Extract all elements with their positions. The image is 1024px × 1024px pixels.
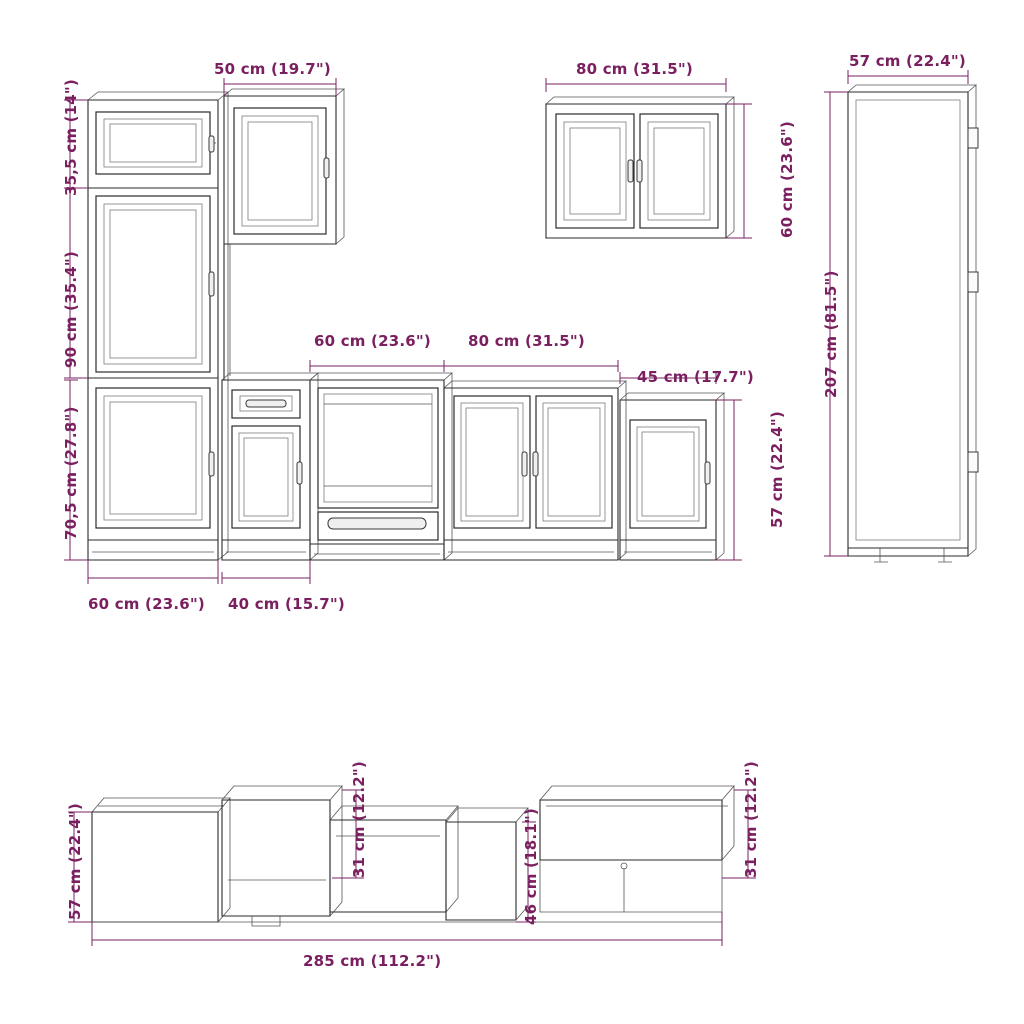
dim-label-upper-tall-height: 90 cm (35.4") (62, 251, 80, 368)
dim-label-top-right-width: 80 cm (31.5") (576, 60, 693, 78)
dim-label-upper-small-height: 35,5 cm (14") (62, 79, 80, 196)
dim-label-bottom-mid-width: 40 cm (15.7") (228, 595, 345, 613)
wall-unit-80 (546, 97, 734, 238)
base-unit-40 (222, 373, 318, 560)
tall-unit-207 (848, 85, 978, 562)
dim-label-tall-unit-depth: 57 cm (22.4") (849, 52, 966, 70)
dim-label-plan-right-depth: 31 cm (12.2") (742, 761, 760, 878)
plan-unit-right (540, 786, 734, 912)
dim-label-base-double-width: 80 cm (31.5") (468, 332, 585, 350)
plan-unit-left (92, 798, 230, 922)
dim-label-plan-mid-depth-b: 46 cm (18.1") (522, 808, 540, 925)
plan-view-group (68, 786, 756, 946)
dim-label-base-height: 70,5 cm (27.8") (62, 406, 80, 540)
plan-unit-second (222, 786, 342, 926)
base-unit-45 (620, 393, 724, 560)
base-unit-80 (444, 381, 626, 560)
dim-label-base-sink-width: 60 cm (23.6") (314, 332, 431, 350)
base-unit-60-sink (310, 373, 452, 560)
dim-label-bottom-left-width: 60 cm (23.6") (88, 595, 205, 613)
dim-label-tall-unit-height: 207 cm (81.5") (822, 270, 840, 398)
dim-label-base-right-height: 57 cm (22.4") (768, 411, 786, 528)
dim-label-plan-mid-depth-a: 31 cm (12.2") (350, 761, 368, 878)
dim-label-plan-total-width: 285 cm (112.2") (303, 952, 442, 970)
wall-unit-left (88, 92, 228, 560)
front-elevation-group (64, 70, 978, 584)
dim-label-plan-left-depth: 57 cm (22.4") (66, 803, 84, 920)
dim-label-wall-unit-height: 60 cm (23.6") (778, 121, 796, 238)
plan-dimension-lines (68, 790, 756, 946)
dim-label-base-narrow-width: 45 cm (17.7") (637, 368, 754, 386)
dim-label-top-left-width: 50 cm (19.7") (214, 60, 331, 78)
